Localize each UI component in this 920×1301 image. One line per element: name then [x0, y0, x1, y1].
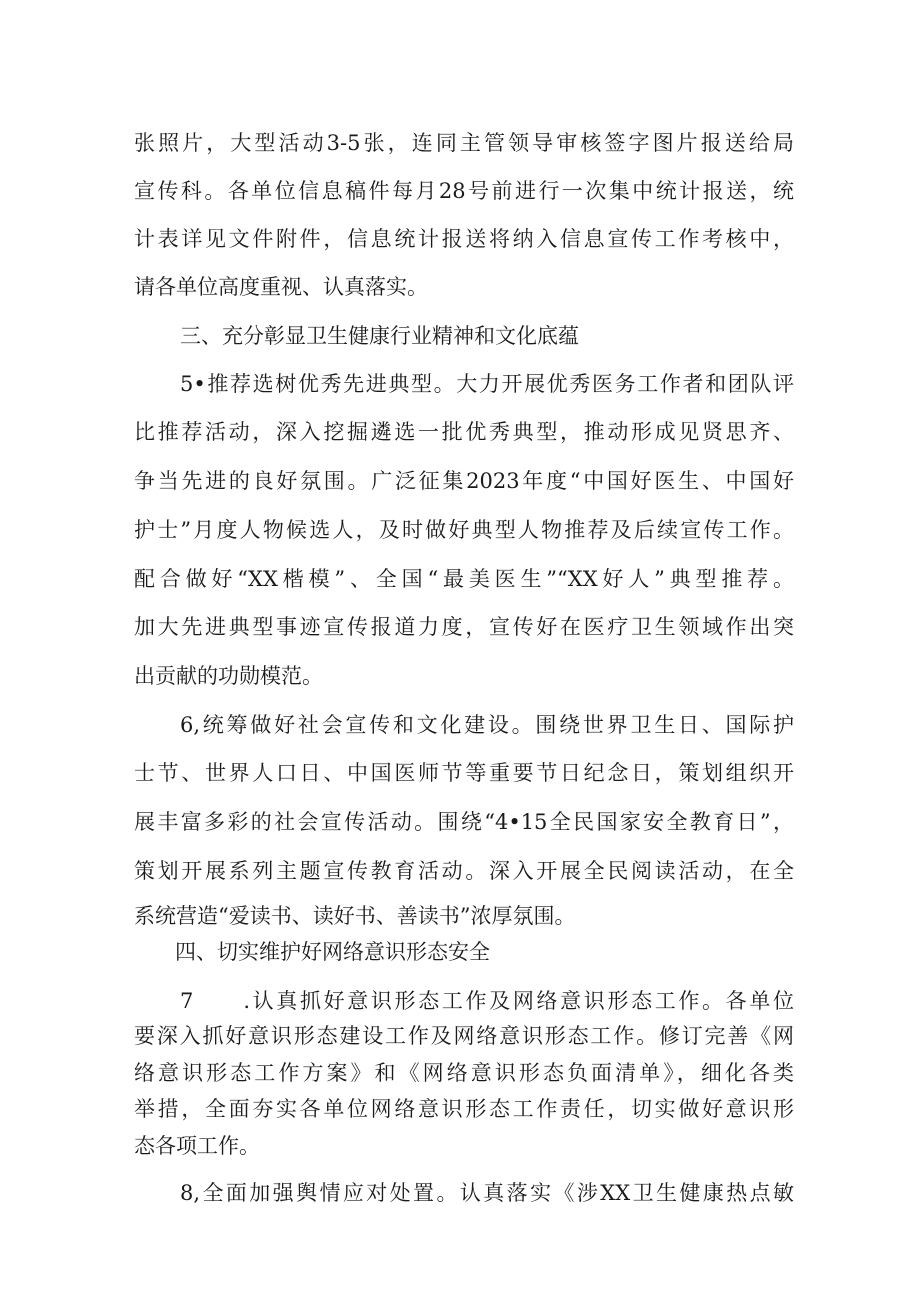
- body-text-line: 态各项工作。: [134, 1134, 260, 1158]
- body-text-line: 出贡献的功勋模范。: [134, 664, 323, 688]
- body-text-line: 系统营造“爱读书、读好书、善读书”浓厚氛围。: [134, 904, 576, 928]
- body-text-line: 配合做好“XX楷模”、全国“最美医生”“XX好人”典型推荐。: [134, 567, 794, 591]
- body-text-line: 士节、世界人口日、中国医师节等重要节日纪念日，策划组织开: [134, 761, 794, 785]
- body-text-line: 举措，全面夯实各单位网络意识形态工作责任，切实做好意识形: [134, 1097, 794, 1121]
- body-text-line: 要深入抓好意识形态建设工作及网络意识形态工作。修订完善《网: [134, 1024, 794, 1048]
- body-text-line: 8,全面加强舆情应对处置。认真落实《涉XX卫生健康热点敏: [180, 1181, 794, 1205]
- body-text-line: 络意识形态工作方案》和《网络意识形态负面清单》，细化各类: [134, 1061, 794, 1085]
- body-text-line: 请各单位高度重视、认真落实。: [134, 275, 428, 299]
- body-text-line: 加大先进典型事迹宣传报道力度，宣传好在医疗卫生领域作出突: [134, 615, 794, 639]
- body-text-line: 护士”月度人物候选人，及时做好典型人物推荐及后续宣传工作。: [134, 518, 794, 542]
- body-text-line: 6,统筹做好社会宣传和文化建设。围绕世界卫生日、国际护: [180, 713, 794, 737]
- section-heading: 三、充分彰显卫生健康行业精神和文化底蕴: [180, 324, 579, 348]
- body-text-line: 展丰富多彩的社会宣传活动。围绕“4•15全民国家安全教育日”，: [134, 810, 794, 834]
- body-text-line: 5•推荐选树优秀先进典型。大力开展优秀医务工作者和团队评: [180, 372, 794, 396]
- body-text-line: 7 .认真抓好意识形态工作及网络意识形态工作。各单位: [180, 989, 794, 1013]
- body-text-line: 比推荐活动，深入挖掘遴选一批优秀典型，推动形成见贤思齐、: [134, 420, 794, 444]
- section-heading: 四、切实维护好网络意识形态安全: [175, 940, 490, 964]
- body-text-line: 计表详见文件附件，信息统计报送将纳入信息宣传工作考核中，: [134, 227, 794, 251]
- body-text-line: 宣传科。各单位信息稿件每月28号前进行一次集中统计报送，统: [134, 179, 794, 203]
- body-text-line: 策划开展系列主题宣传教育活动。深入开展全民阅读活动，在全: [134, 859, 794, 883]
- body-text-line: 张照片，大型活动3-5张，连同主管领导审核签字图片报送给局: [134, 131, 794, 155]
- body-text-line: 争当先进的良好氛围。广泛征集2023年度“中国好医生、中国好: [134, 469, 794, 493]
